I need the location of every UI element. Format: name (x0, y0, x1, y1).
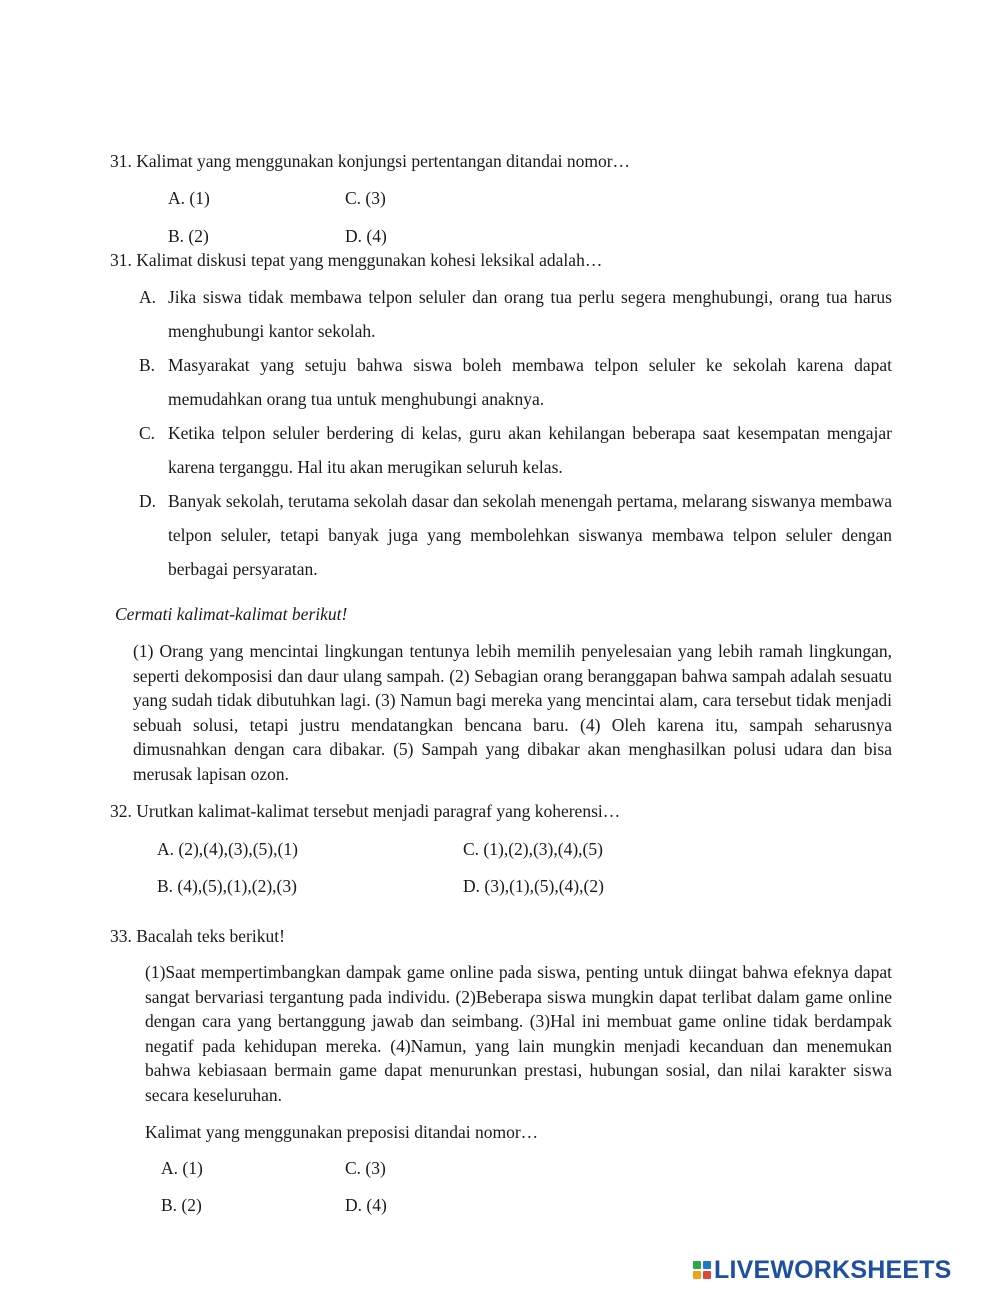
question-32-text: 32. Urutkan kalimat-kalimat tersebut menjadi paragraf yang koherensi… (110, 801, 621, 821)
question-33-text: 33. Bacalah teks berikut! (110, 926, 285, 946)
q32-option-c[interactable]: C. (1),(2),(3),(4),(5) (463, 839, 603, 859)
q31b-option-d-letter: D. (139, 491, 157, 511)
q31b-option-c-text[interactable]: Ketika telpon seluler berdering di kelas, guru akan kehilangan beberapa saat kesempatan mengajar karena terganggu. Hal itu akan merugikan seluruh kelas. (168, 423, 892, 477)
q32-option-a[interactable]: A. (2),(4),(3),(5),(1) (157, 839, 298, 859)
liveworksheets-logo-icon (693, 1261, 711, 1279)
q33-option-a[interactable]: A. (1) (161, 1158, 203, 1178)
liveworksheets-logo-text: LIVEWORKSHEETS (714, 1255, 952, 1284)
q31a-option-a[interactable]: A. (1) (168, 188, 210, 208)
question-31a-text: 31. Kalimat yang menggunakan konjungsi pertentangan ditandai nomor… (110, 151, 631, 171)
passage-1-instruction: Cermati kalimat-kalimat berikut! (115, 604, 348, 624)
q31b-option-c-letter: C. (139, 423, 156, 443)
q31b-option-a-text[interactable]: Jika siswa tidak membawa telpon seluler dan orang tua perlu segera menghubungi, orang tua harus menghubungi kantor sekolah. (168, 287, 892, 341)
q31b-option-b-text[interactable]: Masyarakat yang setuju bahwa siswa boleh membawa telpon seluler ke sekolah karena dapat memudahkan orang tua untuk menghubungi anaknya. (168, 355, 892, 409)
q31b-option-d-text[interactable]: Banyak sekolah, terutama sekolah dasar dan sekolah menengah pertama, melarang siswanya membawa telpon seluler, tetapi banyak juga yang membolehkan siswanya membawa telpon seluler dengan berbagai persyaratan. (168, 491, 892, 579)
q33-option-b[interactable]: B. (2) (161, 1195, 202, 1215)
question-31b-text: 31. Kalimat diskusi tepat yang menggunakan kohesi leksikal adalah… (110, 250, 603, 270)
q32-option-b[interactable]: B. (4),(5),(1),(2),(3) (157, 876, 297, 896)
liveworksheets-logo (693, 1255, 952, 1285)
q31b-option-b-letter: B. (139, 355, 156, 375)
q31a-option-c[interactable]: C. (3) (345, 188, 386, 208)
q31a-option-d[interactable]: D. (4) (345, 226, 387, 246)
q33-option-c[interactable]: C. (3) (345, 1158, 386, 1178)
question-33-prompt: Kalimat yang menggunakan preposisi ditandai nomor… (145, 1122, 539, 1142)
q31b-option-a-letter: A. (139, 287, 157, 307)
passage-2-text: (1)Saat mempertimbangkan dampak game online pada siswa, penting untuk diingat bahwa efeknya dapat sangat bervariasi tergantung pada individu. (2)Beberapa siswa mungkin dapat terlibat dalam game online dengan cara yang bertanggung jawab dan seimbang. (3)Hal ini membuat game online tidak berdampak negatif pada kehidupan mereka. (4)Namun, yang lain mungkin menjadi kecanduan dan menemukan bahwa kebiasaan bermain game dapat menurunkan prestasi, hubungan sosial, dan nilai karakter siswa secara keseluruhan. (145, 962, 892, 1105)
q32-option-d[interactable]: D. (3),(1),(5),(4),(2) (463, 876, 604, 896)
q33-option-d[interactable]: D. (4) (345, 1195, 387, 1215)
passage-1-text: (1) Orang yang mencintai lingkungan tentunya lebih memilih penyelesaian yang lebih ramah lingkungan, seperti dekomposisi dan daur ulang sampah. (2) Sebagian orang beranggapan bahwa sampah adalah sesuatu yang sudah tidak dibutuhkan lagi. (3) Namun bagi mereka yang mencintai alam, cara tersebut tidak menjadi sebuah solusi, tetapi justru mendatangkan bencana baru. (4) Oleh karena itu, sampah seharusnya dimusnahkan dengan cara dibakar. (5) Sampah yang dibakar akan menghasilkan polusi udara dan bisa merusak lapisan ozon. (133, 641, 892, 784)
q31a-option-b[interactable]: B. (2) (168, 226, 209, 246)
